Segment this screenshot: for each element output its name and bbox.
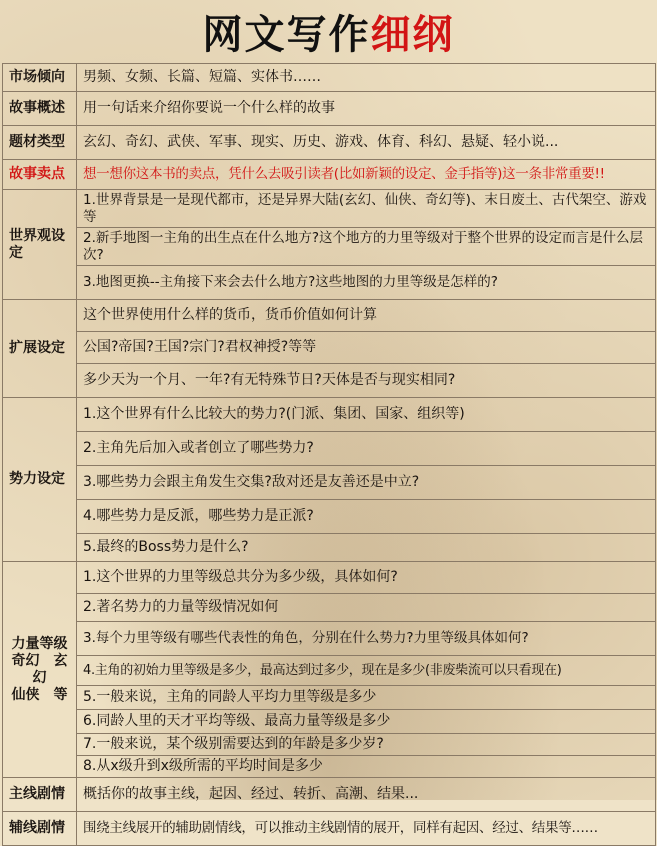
row-value: 玄幻、奇幻、武侠、军事、现实、历史、游戏、体育、科幻、悬疑、轻小说... xyxy=(77,126,656,160)
row-sub-plot xyxy=(3,812,656,846)
row-power xyxy=(3,562,656,594)
row-power-7 xyxy=(3,734,656,756)
list-item: 3.每个力里等级有哪些代表性的角色，分别在什么势力?力里等级具体如何? xyxy=(77,622,656,656)
row-extension-2 xyxy=(3,332,656,364)
row-value: 用一句话来介绍你要说一个什么样的故事 xyxy=(77,92,656,126)
row-extension-3 xyxy=(3,364,656,398)
row-label xyxy=(3,562,77,778)
row-forces-3 xyxy=(3,466,656,500)
list-item: 2.著名势力的力量等级情况如何 xyxy=(77,594,656,622)
row-forces-2 xyxy=(3,432,656,466)
row-selling-point xyxy=(3,160,656,190)
outline-table xyxy=(2,63,656,846)
list-item: 4.主角的初始力里等级是多少，最高达到过多少，现在是多少(非废柴流可以只看现在) xyxy=(77,656,656,686)
row-label: 故事卖点 xyxy=(3,160,77,190)
list-item: 8.从x级升到x级所需的平均时间是多少 xyxy=(77,756,656,778)
page-header xyxy=(0,0,657,62)
row-label: 题材类型 xyxy=(3,126,77,160)
power-label-line-1: 力量等级 xyxy=(11,635,68,652)
page-title xyxy=(203,3,455,60)
row-world xyxy=(3,190,656,228)
row-forces-5 xyxy=(3,534,656,562)
row-label: 市场倾向 xyxy=(3,64,77,92)
row-world-2 xyxy=(3,228,656,266)
row-forces-4 xyxy=(3,500,656,534)
list-item: 1.这个世界有什么比较大的势力?(门派、集团、国家、组织等) xyxy=(77,398,656,432)
row-label: 势力设定 xyxy=(3,398,77,562)
row-forces xyxy=(3,398,656,432)
row-value: 概括你的故事主线，起因、经过、转折、高潮、结果... xyxy=(77,778,656,812)
power-label-line-3: 仙侠 等 xyxy=(11,686,68,703)
row-power-6 xyxy=(3,710,656,734)
row-value: 男频、女频、长篇、短篇、实体书…… xyxy=(77,64,656,92)
row-label: 主线剧情 xyxy=(3,778,77,812)
list-item: 4.哪些势力是反派，哪些势力是正派? xyxy=(77,500,656,534)
list-item: 3.哪些势力会跟主角发生交集?敌对还是友善还是中立? xyxy=(77,466,656,500)
row-value: 想一想你这本书的卖点，凭什么去吸引读者(比如新颖的设定、金手指等)这一条非常重要!! xyxy=(77,160,656,190)
row-extension xyxy=(3,300,656,332)
list-item: 多少天为一个月、一年?有无特殊节日?天体是否与现实相同? xyxy=(77,364,656,398)
list-item: 2.新手地图一主角的出生点在什么地方?这个地方的力里等级对于整个世界的设定而言是什么层次? xyxy=(77,228,656,266)
list-item: 5.最终的Boss势力是什么? xyxy=(77,534,656,562)
row-label: 世界观设定 xyxy=(3,190,77,300)
list-item: 7.一般来说，某个级别需要达到的年龄是多少岁? xyxy=(77,734,656,756)
list-item: 2.主角先后加入或者创立了哪些势力? xyxy=(77,432,656,466)
title-main: 网文写作 xyxy=(202,11,371,58)
row-world-3 xyxy=(3,266,656,300)
row-genre xyxy=(3,126,656,160)
row-power-5 xyxy=(3,686,656,710)
row-value: 围绕主线展开的辅助剧情线，可以推动主线剧情的展开，同样有起因、经过、结果等…… xyxy=(77,812,656,846)
list-item: 3.地图更换--主角接下来会去什么地方?这些地图的力里等级是怎样的? xyxy=(77,266,656,300)
list-item: 公国?帝国?王国?宗门?君权神授?等等 xyxy=(77,332,656,364)
power-label-line-2: 奇幻 玄幻 xyxy=(11,652,68,686)
list-item: 6.同龄人里的天才平均等级、最高力量等级是多少 xyxy=(77,710,656,734)
row-power-4 xyxy=(3,656,656,686)
row-power-8 xyxy=(3,756,656,778)
list-item: 5.一般来说，主角的同龄人平均力里等级是多少 xyxy=(77,686,656,710)
row-market xyxy=(3,64,656,92)
list-item: 1.这个世界的力里等级总共分为多少级，具体如何? xyxy=(77,562,656,594)
row-power-3 xyxy=(3,622,656,656)
title-highlight: 细纲 xyxy=(370,11,455,58)
row-label: 扩展设定 xyxy=(3,300,77,398)
list-item: 这个世界使用什么样的货币，货币价值如何计算 xyxy=(77,300,656,332)
row-summary xyxy=(3,92,656,126)
list-item: 1.世界背景是一是现代都市，还是异界大陆(玄幻、仙侠、奇幻等)、末日废土、古代架空、游戏等 xyxy=(77,190,656,228)
row-label: 故事概述 xyxy=(3,92,77,126)
row-main-plot xyxy=(3,778,656,812)
row-label: 辅线剧情 xyxy=(3,812,77,846)
row-power-2 xyxy=(3,594,656,622)
